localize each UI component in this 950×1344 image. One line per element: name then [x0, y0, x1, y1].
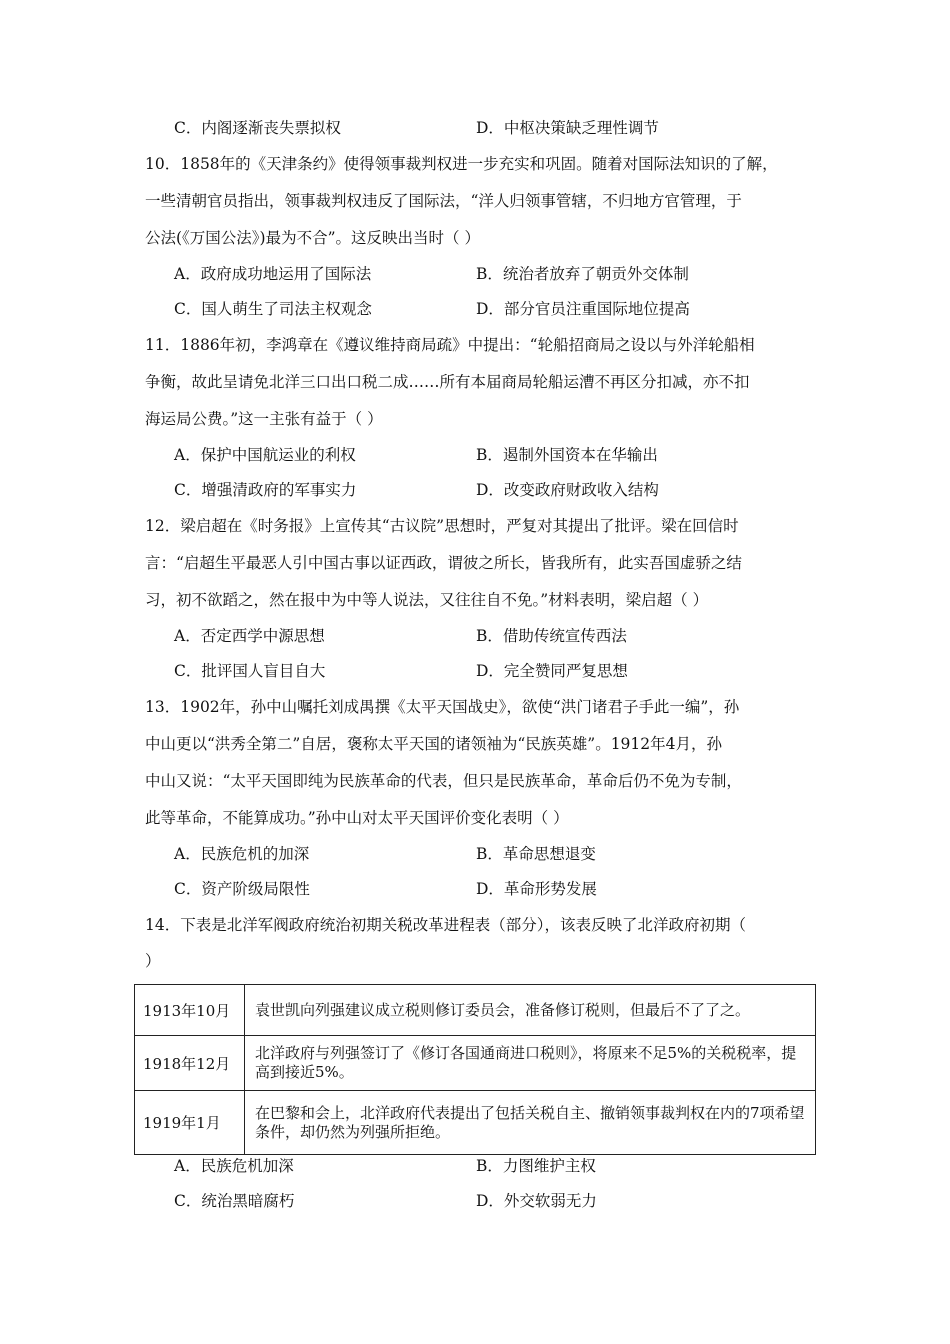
- q13-stem-line-4: 此等革命，不能算成功。”孙中山对太平天国评价变化表明（ ）: [145, 809, 569, 827]
- table-cell-date: 1918年12月: [135, 1036, 245, 1091]
- q11-stem-line-3: 海运局公费。”这一主张有益于（ ）: [145, 410, 383, 428]
- q11-option-c: C．增强清政府的军事实力: [174, 481, 357, 499]
- q13-stem-line-1: 13．1902年，孙中山嘱托刘成禺撰《太平天国战史》，欲使“洪门诸君子手此一编”，孙: [145, 698, 740, 716]
- q11-option-a: A．保护中国航运业的利权: [174, 446, 356, 464]
- q10-option-d: D．部分官员注重国际地位提高: [476, 300, 690, 318]
- q14-option-c: C．统治黑暗腐朽: [174, 1192, 295, 1210]
- q11-stem-line-2: 争衡，故此呈请免北洋三口出口税二成……所有本届商局轮船运漕不再区分扣减，亦不扣: [145, 373, 750, 391]
- q10-stem-line-2: 一些清朝官员指出，领事裁判权违反了国际法，“洋人归领事管辖，不归地方官管理，于: [145, 192, 742, 210]
- table-row: [135, 1091, 816, 1155]
- q14-stem-line-2: ）: [145, 952, 161, 970]
- q11-option-b: B．遏制外国资本在华输出: [476, 446, 658, 464]
- table-cell-description: 在巴黎和会上，北洋政府代表提出了包括关税自主、撤销领事裁判权在内的7项希望条件，却仍然为列强所拒绝。: [245, 1091, 816, 1155]
- q13-option-c: C．资产阶级局限性: [174, 880, 310, 898]
- q12-option-c: C．批评国人盲目自大: [174, 662, 326, 680]
- q10-option-a: A．政府成功地运用了国际法: [174, 265, 372, 283]
- q10-stem-line-1: 10．1858年的《天津条约》使得领事裁判权进一步充实和巩固。随着对国际法知识的了解，: [145, 155, 778, 173]
- q9-option-c: C．内阁逐渐丧失票拟权: [174, 119, 341, 137]
- q14-option-b: B．力图维护主权: [476, 1157, 596, 1175]
- table-cell-date: 1919年1月: [135, 1091, 245, 1155]
- q12-stem-line-1: 12．梁启超在《时务报》上宣传其“古议院”思想时，严复对其提出了批评。梁在回信时: [145, 517, 739, 535]
- q10-option-c: C．国人萌生了司法主权观念: [174, 300, 372, 318]
- q10-option-b: B．统治者放弃了朝贡外交体制: [476, 265, 689, 283]
- table-cell-date: 1913年10月: [135, 985, 245, 1036]
- q12-option-d: D．完全赞同严复思想: [476, 662, 628, 680]
- q14-option-a: A．民族危机加深: [174, 1157, 294, 1175]
- q9-option-d: D．中枢决策缺乏理性调节: [476, 119, 659, 137]
- q13-option-b: B．革命思想退变: [476, 845, 596, 863]
- q11-stem-line-1: 11．1886年初，李鸿章在《遵议维持商局疏》中提出：“轮船招商局之设以与外洋轮船相: [145, 336, 755, 354]
- q12-stem-line-3: 习，初不欲蹈之，然在报中为中等人说法，又往往自不免。”材料表明，梁启超（ ）: [145, 591, 709, 609]
- q10-stem-line-3: 公法(《万国公法》)最为不合”。这反映出当时（ ）: [145, 229, 480, 247]
- q11-option-d: D．改变政府财政收入结构: [476, 481, 659, 499]
- q13-stem-line-2: 中山更以“洪秀全第二”自居，褒称太平天国的诸领袖为“民族英雄”。1912年4月，孙: [145, 735, 723, 753]
- q13-option-a: A．民族危机的加深: [174, 845, 310, 863]
- q14-option-d: D．外交软弱无力: [476, 1192, 597, 1210]
- q14-stem-line-1: 14．下表是北洋军阀政府统治初期关税改革进程表（部分），该表反映了北洋政府初期（: [145, 916, 746, 934]
- table-row: [135, 985, 816, 1036]
- q13-stem-line-3: 中山又说：“太平天国即纯为民族革命的代表，但只是民族革命，革命后仍不免为专制，: [145, 772, 742, 790]
- tariff-reform-table: [134, 984, 816, 1155]
- table-cell-description: 北洋政府与列强签订了《修订各国通商进口税则》，将原来不足5%的关税税率，提高到接近5%。: [245, 1036, 816, 1091]
- q13-option-d: D．革命形势发展: [476, 880, 597, 898]
- q12-option-b: B．借助传统宣传西法: [476, 627, 627, 645]
- q12-option-a: A．否定西学中源思想: [174, 627, 325, 645]
- table-row: [135, 1036, 816, 1091]
- table-cell-description: 袁世凯向列强建议成立税则修订委员会，准备修订税则，但最后不了了之。: [245, 985, 816, 1036]
- q12-stem-line-2: 言：“启超生平最恶人引中国古事以证西政，谓彼之所长，皆我所有，此实吾国虚骄之结: [145, 554, 742, 572]
